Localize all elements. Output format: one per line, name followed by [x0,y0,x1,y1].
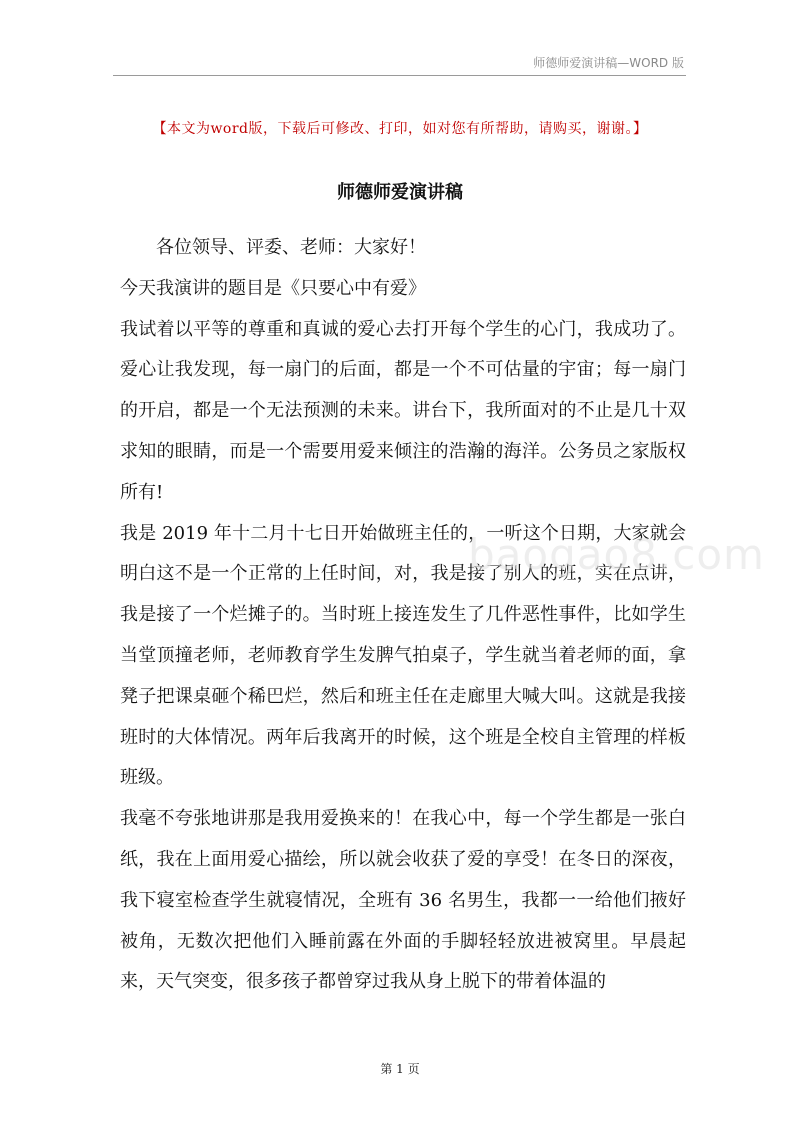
body-paragraph: 我试着以平等的尊重和真诚的爱心去打开每个学生的心门，我成功了。爱心让我发现，每一扇门的后面，都是一个不可估量的宇宙；每一扇门的开启，都是一个无法预测的未来。讲台下，我所面对的不止是几十双求知的眼睛，而是一个需要用爱来倾注的浩瀚的海洋。公务员之家版权所有! [120,318,686,503]
greeting-paragraph: 各位领导、评委、老师：大家好！ [156,237,426,258]
topic-paragraph: 今天我演讲的题目是《只要心中有爱》 [120,277,426,299]
document-title: 师德师爱演讲稿 [337,182,463,203]
body-paragraph: 我是 2019 年十二月十七日开始做班主任的，一听这个日期，大家就会明白这不是一个正常的上任时间，对，我是接了别人的班，实在点讲，我是接了一个烂摊子的。当时班上接连发生了几件恶性事件，比如学生当堂顶撞老师，老师教育学生发脾气拍桌子，学生就当着老师的面，拿凳子把课桌砸个稀巴烂，然后和班主任在走廊里大喊大叫。这就是我接班时的大体情况。两年后我离开的时候，这个班是全校自主管理的样板班级。 [120,522,686,789]
document-body [120,228,686,1003]
page-header-text: 师德师爱演讲稿—WORD 版 [533,56,684,70]
body-paragraph: 我毫不夸张地讲那是我用爱换来的！在我心中，每一个学生都是一张白纸，我在上面用爱心描绘，所以就会收获了爱的享受！在冬日的深夜，我下寝室检查学生就寝情况，全班有 36 名男生，我都一一给他们掖好被角，无数次把他们入睡前露在外面的手脚轻轻放进被窝里。早晨起来，天气突变，很多孩子都曾穿过我从身上脱下的带着体温的 [120,808,686,993]
header-divider [113,75,686,76]
watermark: baogao8.com [468,530,765,579]
download-notice: 【本文为word版，下载后可修改、打印，如对您有所帮助，请购买，谢谢。】 [152,121,648,137]
page-number: 第 1 页 [380,1062,420,1076]
